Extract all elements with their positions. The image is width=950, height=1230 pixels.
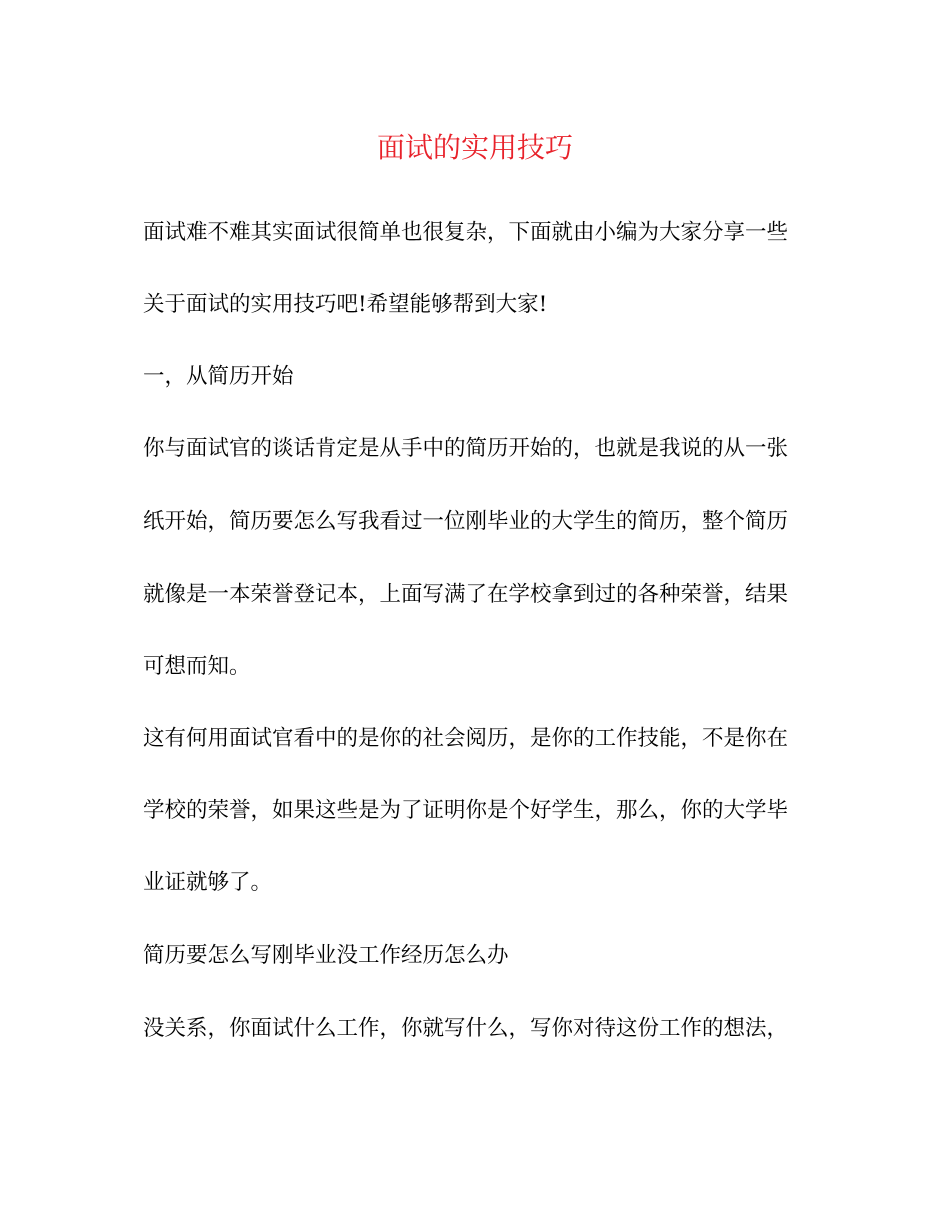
section-heading: 一，从简历开始 [143, 364, 294, 389]
paragraph-line: 关于面试的实用技巧吧!希望能够帮到大家! [143, 292, 548, 317]
paragraph-line: 业证就够了。 [143, 870, 273, 895]
paragraph-line: 学校的荣誉，如果这些是为了证明你是个好学生，那么，你的大学毕 [143, 798, 789, 823]
paragraph-line: 没关系，你面试什么工作，你就写什么，写你对待这份工作的想法， [143, 1016, 789, 1041]
document-title: 面试的实用技巧 [376, 131, 573, 164]
paragraph-line: 可想而知。 [143, 654, 251, 679]
paragraph-line: 就像是一本荣誉登记本，上面写满了在学校拿到过的各种荣誉，结果 [143, 582, 789, 607]
paragraph-line: 你与面试官的谈话肯定是从手中的简历开始的，也就是我说的从一张 [143, 436, 789, 461]
paragraph-line: 简历要怎么写刚毕业没工作经历怎么办 [143, 943, 509, 968]
paragraph-line: 纸开始，简历要怎么写我看过一位刚毕业的大学生的简历，整个简历 [143, 509, 789, 534]
paragraph-line: 面试难不难其实面试很简单也很复杂，下面就由小编为大家分享一些 [143, 220, 789, 245]
paragraph-line: 这有何用面试官看中的是你的社会阅历，是你的工作技能，不是你在 [143, 726, 789, 751]
